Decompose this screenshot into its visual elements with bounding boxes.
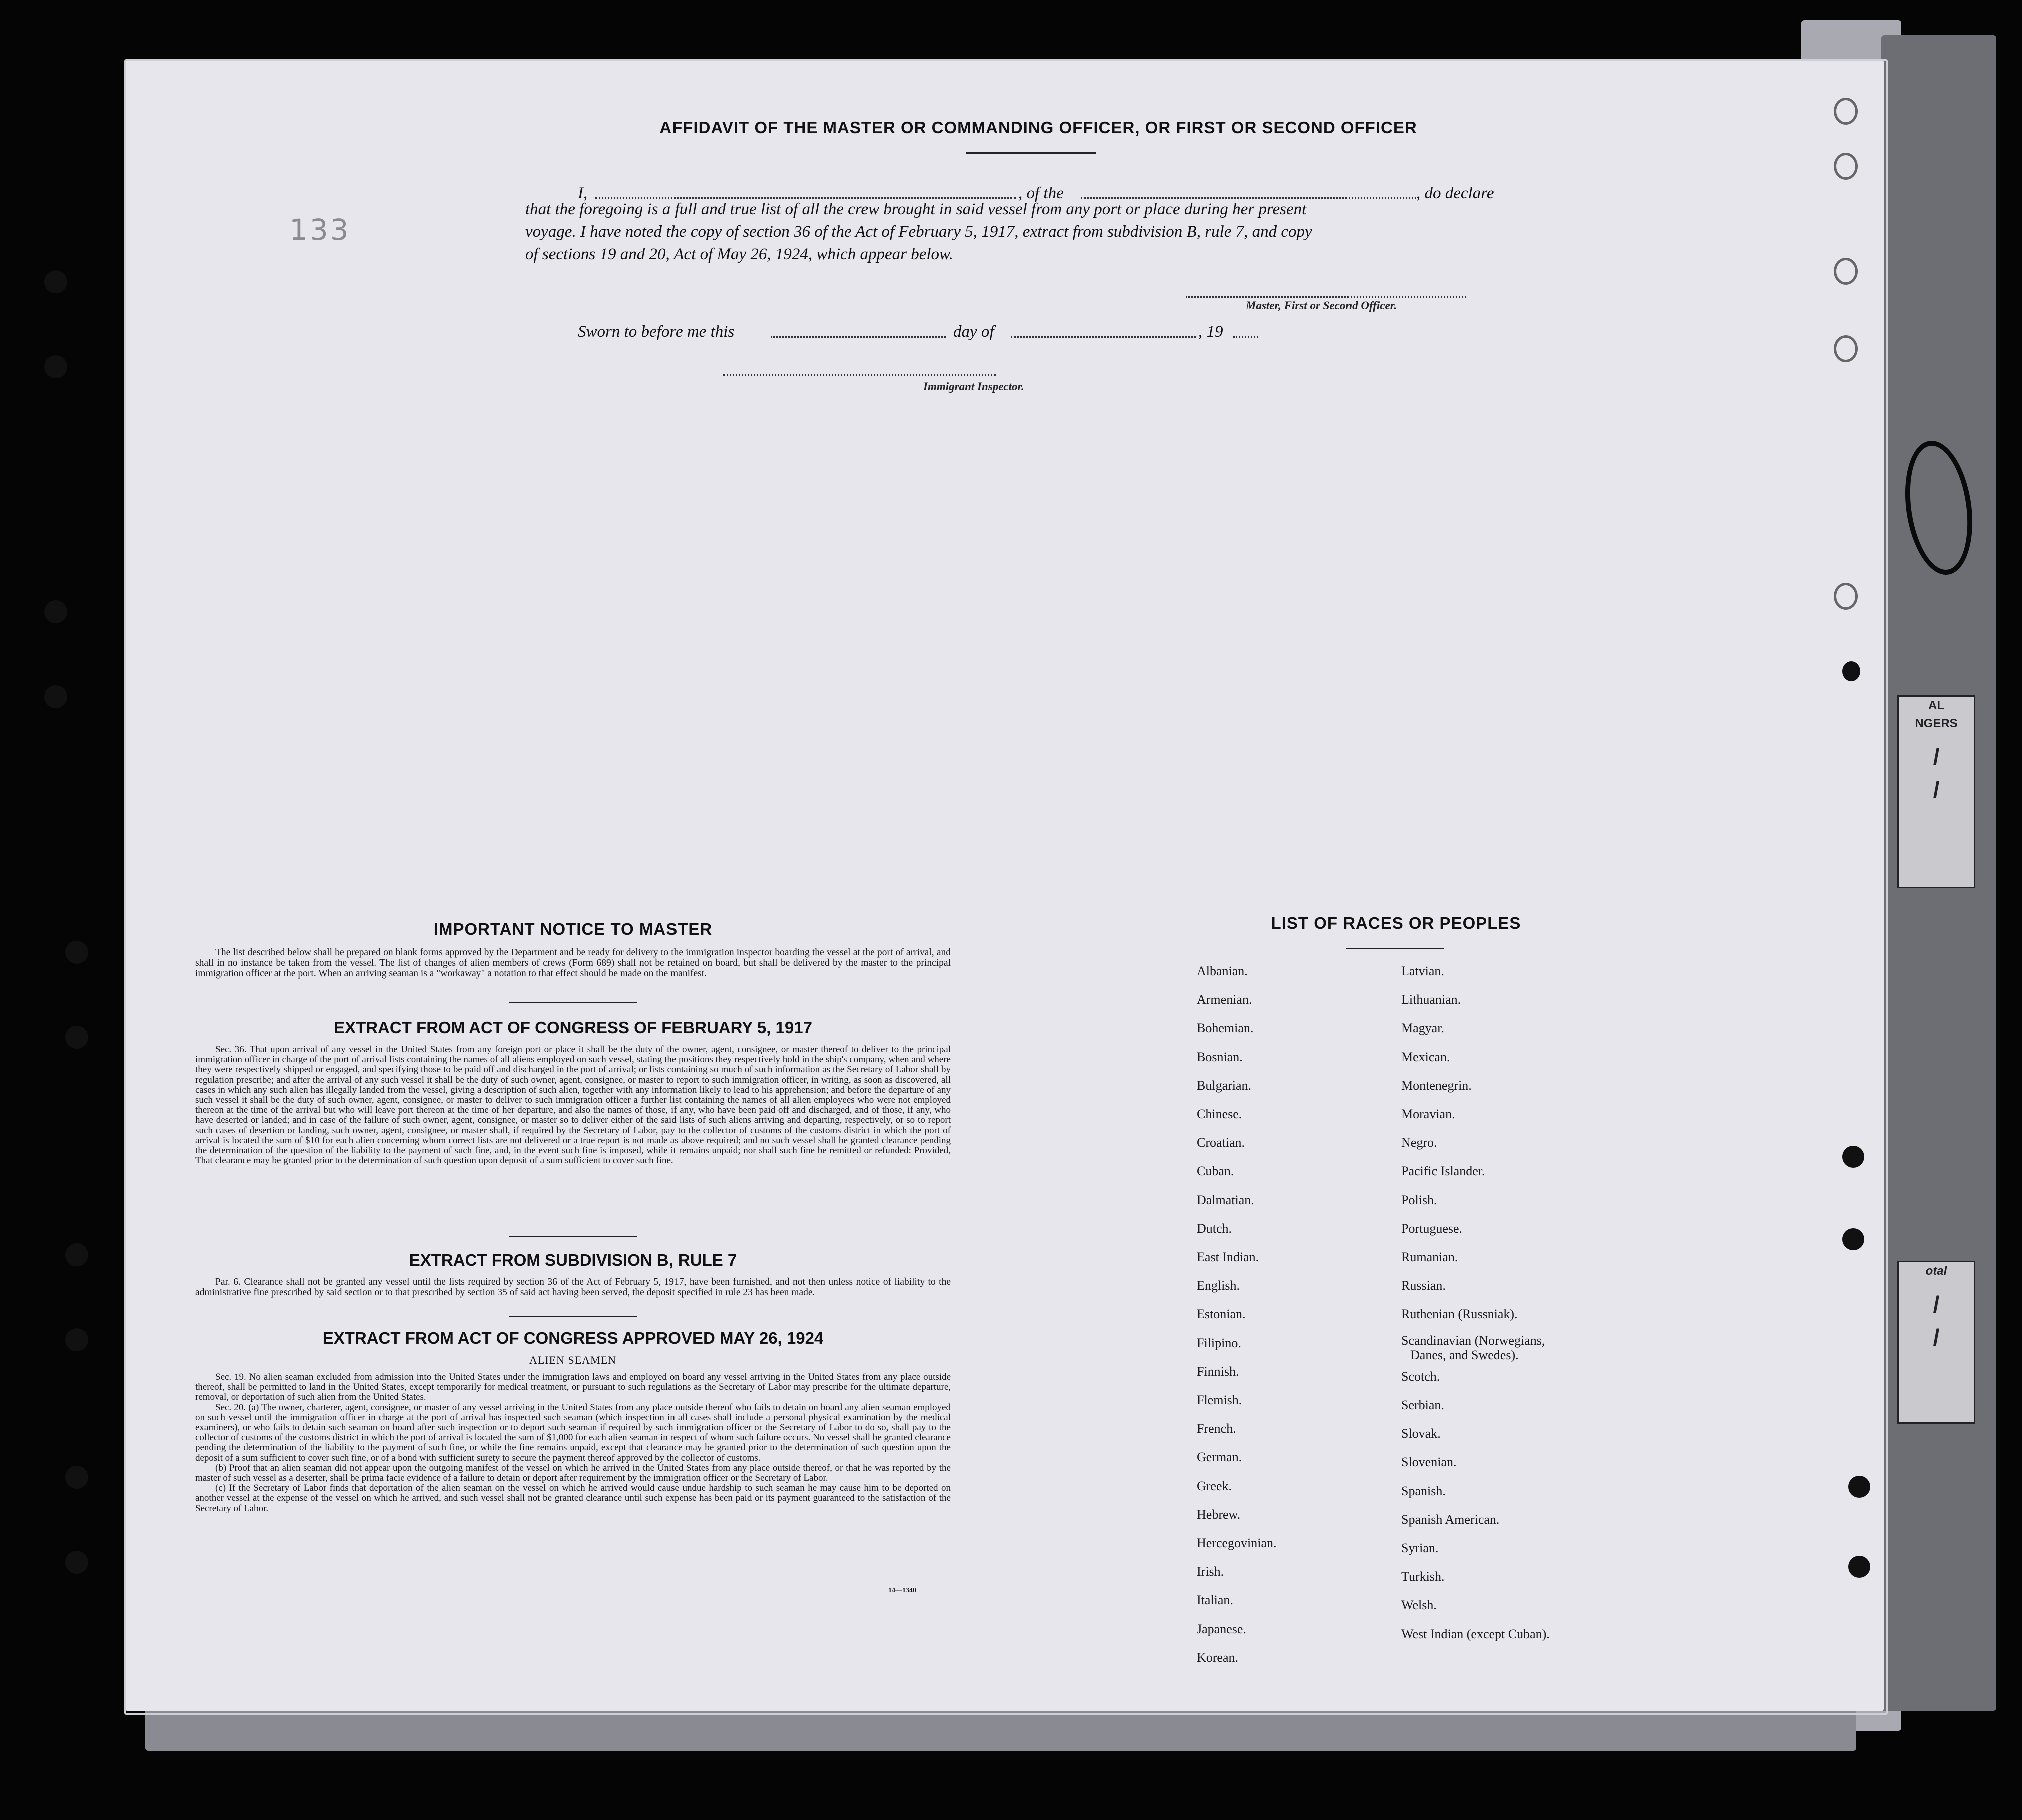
form-number: 14—1340 [888, 1587, 916, 1594]
punch-hole [44, 270, 67, 293]
section-rule [509, 1002, 637, 1003]
punch-hole [65, 941, 88, 964]
section-20c-paragraph: (c) If the Secretary of Labor finds that deportation of the alien seaman on the vessel on which he arrived would cause undue hardship to such seaman he may cause him to be deported on another vessel at the expense of the vessel on which he arrived, and such vessel shall not be granted clearance until such expense has been paid or its payment guaranteed to the satisfaction of the Secretary of Labor. [195, 1483, 951, 1514]
notice-text [195, 947, 951, 979]
extract-1917-text [195, 1045, 951, 1166]
extract-1917-title: EXTRACT FROM ACT OF CONGRESS OF FEBRUARY 5, 1917 [334, 1018, 812, 1037]
inspector-caption: Immigrant Inspector. [923, 380, 1024, 393]
side-tab-text: NGERS [1915, 717, 1958, 730]
race-item: Polish. [1401, 1192, 1437, 1207]
punch-hole [1834, 258, 1858, 285]
sworn-prefix: Sworn to before me this [578, 323, 735, 341]
race-item: Cuban. [1197, 1164, 1234, 1179]
punch-hole [1834, 153, 1858, 180]
tally-mark: / [1933, 744, 1940, 770]
race-item: West Indian (except Cuban). [1401, 1626, 1550, 1641]
race-item: Danes, and Swedes). [1410, 1347, 1519, 1362]
punch-hole [1834, 335, 1858, 362]
side-tab-total [1897, 1261, 1975, 1424]
race-item: Croatian. [1197, 1135, 1245, 1150]
punch-hole [1842, 661, 1860, 681]
race-item: Negro. [1401, 1135, 1437, 1150]
race-item: Portuguese. [1401, 1221, 1463, 1236]
race-item: English. [1197, 1278, 1240, 1293]
race-item: Pacific Islander. [1401, 1164, 1485, 1179]
race-item: Welsh. [1401, 1598, 1437, 1613]
race-item: Finnish. [1197, 1364, 1239, 1379]
affidavit-line-3: voyage. I have noted the copy of section 36 of the Act of February 5, 1917, extract from subdivision B, rule 7, and copy [525, 223, 1312, 241]
race-item: Albanian. [1197, 964, 1248, 978]
tally-mark: / [1933, 777, 1940, 803]
race-item: Scandinavian (Norwegians, [1401, 1333, 1545, 1348]
alien-seamen-subtitle: ALIEN SEAMEN [529, 1354, 616, 1366]
race-item: Latvian. [1401, 964, 1444, 978]
race-item: German. [1197, 1450, 1242, 1465]
side-tab-text: otal [1925, 1264, 1947, 1278]
race-item: Armenian. [1197, 992, 1252, 1007]
master-signature-line [1186, 296, 1466, 298]
race-item: Syrian. [1401, 1541, 1439, 1555]
races-title: LIST OF RACES OR PEOPLES [1271, 914, 1521, 932]
punch-hole [65, 1551, 88, 1574]
punch-hole [1848, 1556, 1870, 1578]
race-item: Dalmatian. [1197, 1192, 1254, 1207]
race-item: Magyar. [1401, 1021, 1444, 1036]
race-item: Scotch. [1401, 1369, 1440, 1384]
races-title-rule [1346, 948, 1444, 949]
race-item: Slovenian. [1401, 1455, 1457, 1470]
race-item: Estonian. [1197, 1307, 1246, 1322]
punch-hole [44, 355, 67, 378]
sworn-day: day of [953, 323, 994, 341]
sworn-year: , 19 [1198, 323, 1223, 341]
section-36-paragraph: Sec. 36. That upon arrival of any vessel in the United States from any foreign port or place it shall be the duty of the owner, agent, consignee, or master thereof to deliver to the principal immigration officer in charge of the port of arrival lists containing the names of all aliens employed on such vessel, stating the positions they respectively hold in the ship's company, when and where they were respectively shipped or engaged, and specifying those to be paid off and discharged in the port of arrival; or lists containing so much of such information as the Secretary of Labor shall by regulation prescribe; and after the arrival of any such vessel it shall be the duty of such owner, agent, consignee, or master to report to such immigration officer, in writing, as soon as discovered, all cases in which any such alien has illegally landed from the vessel, giving a description of such alien, together with any information likely to lead to his apprehension; and before the departure of any such vessel it shall be the duty of such owner, agent, consignee, or master to deliver to such immigration officer a further list containing the names of all alien employees who were not employed thereon at the time of the arrival but who will leave port thereon at the time of her departure, and also the names of those, if any, who have been paid off and discharged, and of those, if any, who have deserted or landed; and in case of the failure of such owner, agent, consignee, or master so to deliver either of the said lists of such aliens arriving and departing, respectively, or so to report such cases of desertion or landing, such owner, agent, consignee, or master shall, if required by the Secretary of Labor, pay to the collector of customs of the customs district in which the port of arrival is located the sum of $10 for each alien concerning whom correct lists are not delivered or a true report is not made as above required; and no such vessel shall be granted clearance pending the determination of the question of the liability to the payment of such fine, and, in the event such fine is imposed, while it remains unpaid; nor shall such fine be remitted or refunded: Provided, That clearance may be granted prior to the determination of such question upon deposit of a sum sufficient to cover such fine. [195, 1044, 951, 1166]
race-item: Montenegrin. [1401, 1078, 1472, 1093]
punch-hole [44, 685, 67, 708]
title-rule [966, 152, 1096, 154]
affidavit-title: AFFIDAVIT OF THE MASTER OR COMMANDING OFFICER, OR FIRST OR SECOND OFFICER [659, 118, 1417, 137]
name-blank [595, 197, 1016, 199]
side-tab-text: AL [1928, 699, 1944, 712]
punch-hole [1834, 583, 1858, 610]
faint-page-number: 133 [289, 213, 351, 247]
master-caption: Master, First or Second Officer. [1246, 299, 1397, 312]
section-20b-paragraph: (b) Proof that an alien seaman did not appear upon the outgoing manifest of the vessel on which he arrived in the United States from any place outside thereof, or that he was reported by the master of such vessel as a deserter, shall be prima facie evidence of a failure to detain or deport after requirement by the immigration officer or the Secretary of Labor. [195, 1462, 951, 1484]
punch-hole [1848, 1476, 1870, 1498]
punch-hole [65, 1466, 88, 1489]
extract-1924-title: EXTRACT FROM ACT OF CONGRESS APPROVED MAY 26, 1924 [322, 1329, 824, 1347]
side-tab-passengers [1897, 695, 1975, 888]
punch-hole [65, 1328, 88, 1351]
punch-hole [65, 1243, 88, 1266]
sworn-year-blank [1233, 336, 1258, 338]
race-item: Mexican. [1401, 1049, 1450, 1064]
section-19-paragraph: Sec. 19. No alien seaman excluded from admission into the United States under the immigration laws and employed on board any vessel arriving in the United States from any place outside thereof, shall be permitted to land in the United States, except temporarily for medical treatment, or pursuant to such regulations as the Secretary of Labor may prescribe for the ultimate departure, removal, or deportation of such alien from the United States. [195, 1372, 951, 1403]
race-item: Hercegovinian. [1197, 1536, 1277, 1550]
race-item: Italian. [1197, 1593, 1233, 1608]
inspector-signature-line [723, 374, 996, 376]
race-item: Chinese. [1197, 1107, 1242, 1121]
notice-paragraph: The list described below shall be prepared on blank forms approved by the Department and be ready for delivery to the immigration inspector boarding the vessel at the port of arrival, and shall in no instance be taken from the vessel. The list of changes of alien members of crews (Form 689) shall not be retained on board, but shall be delivered by the master to the principal immigration officer at the port. When an arriving seaman is a "workaway" a notation to that effect should be made on the manifest. [195, 947, 951, 979]
tally-mark: / [1933, 1324, 1940, 1350]
section-20a-paragraph: Sec. 20. (a) The owner, charterer, agent, consignee, or master of any vessel arriving in the United States from any place outside thereof who fails to detain on board any alien seaman employed on such vessel until the immigration officer in charge at the port of arrival has inspected such seaman (which inspection in all cases shall include a personal physical examination by the medical examiners), or who fails to detain such seaman on board after such inspection or to deport such seaman if required by such immigration officer or the Secretary of Labor to do so, shall pay to the collector of customs of the customs district in which the port of arrival is located the sum of $1,000 for each alien seaman in respect of whom such failure occurs. No vessel shall be granted clearance pending the determination of the liability to the payment of such fine, or while the fine remains unpaid, except that clearance may be granted prior to the determination of such question upon the deposit of a sum sufficient to cover such fine, or of a bond with sufficient surety to secure the payment thereof approved by the collector of customs. [195, 1402, 951, 1463]
affidavit-line-2: that the foregoing is a full and true list of all the crew brought in said vessel from any port or place during her present [525, 200, 1307, 218]
section-rule [509, 1316, 637, 1317]
affidavit-line-declare: , do declare [1416, 184, 1494, 202]
affidavit-line-4: of sections 19 and 20, Act of May 26, 1924, which appear below. [525, 245, 953, 263]
punch-hole [65, 1026, 88, 1049]
vessel-blank [1081, 197, 1416, 199]
race-item: Bohemian. [1197, 1021, 1254, 1036]
race-item: Dutch. [1197, 1221, 1232, 1236]
race-item: Korean. [1197, 1650, 1239, 1665]
tally-mark: / [1933, 1291, 1940, 1317]
race-item: Bosnian. [1197, 1049, 1243, 1064]
race-item: Slovak. [1401, 1426, 1441, 1441]
extract-1924-text [195, 1372, 951, 1514]
rule-7-paragraph: Par. 6. Clearance shall not be granted any vessel until the lists required by section 36 of the Act of February 5, 1917, have been furnished, and not then unless notice of liability to the administrative fine prescribed by said section or to that prescribed by section 35 of said act having been served, the deposit specified in rule 23 has been made. [195, 1277, 951, 1298]
punch-hole [44, 600, 67, 623]
affidavit-line-of-the: , of the [1018, 184, 1064, 202]
extract-rule7-title: EXTRACT FROM SUBDIVISION B, RULE 7 [409, 1251, 737, 1269]
race-item: Spanish American. [1401, 1512, 1500, 1527]
race-item: Greek. [1197, 1478, 1232, 1493]
punch-hole [1834, 98, 1858, 125]
race-item: Filipino. [1197, 1335, 1241, 1350]
race-item: Moravian. [1401, 1107, 1455, 1121]
race-item: Russian. [1401, 1278, 1446, 1293]
race-item: Turkish. [1401, 1569, 1445, 1584]
punch-hole [1842, 1228, 1864, 1250]
race-item: Spanish. [1401, 1483, 1446, 1498]
race-item: Lithuanian. [1401, 992, 1461, 1007]
race-item: Japanese. [1197, 1621, 1246, 1636]
race-item: Irish. [1197, 1564, 1224, 1579]
race-item: Ruthenian (Russniak). [1401, 1307, 1518, 1322]
race-item: Flemish. [1197, 1393, 1242, 1407]
affidavit-line-i: I, [578, 184, 588, 202]
extract-rule7-text [195, 1277, 951, 1298]
notice-title: IMPORTANT NOTICE TO MASTER [433, 920, 713, 938]
sworn-month-blank [1011, 336, 1196, 338]
section-rule [509, 1236, 637, 1237]
race-item: East Indian. [1197, 1250, 1259, 1264]
race-item: Serbian. [1401, 1398, 1444, 1412]
sworn-day-blank [771, 336, 946, 338]
race-item: Hebrew. [1197, 1507, 1241, 1522]
race-item: Rumanian. [1401, 1250, 1458, 1264]
punch-hole [1842, 1146, 1864, 1168]
race-item: Bulgarian. [1197, 1078, 1252, 1093]
race-item: French. [1197, 1421, 1236, 1436]
